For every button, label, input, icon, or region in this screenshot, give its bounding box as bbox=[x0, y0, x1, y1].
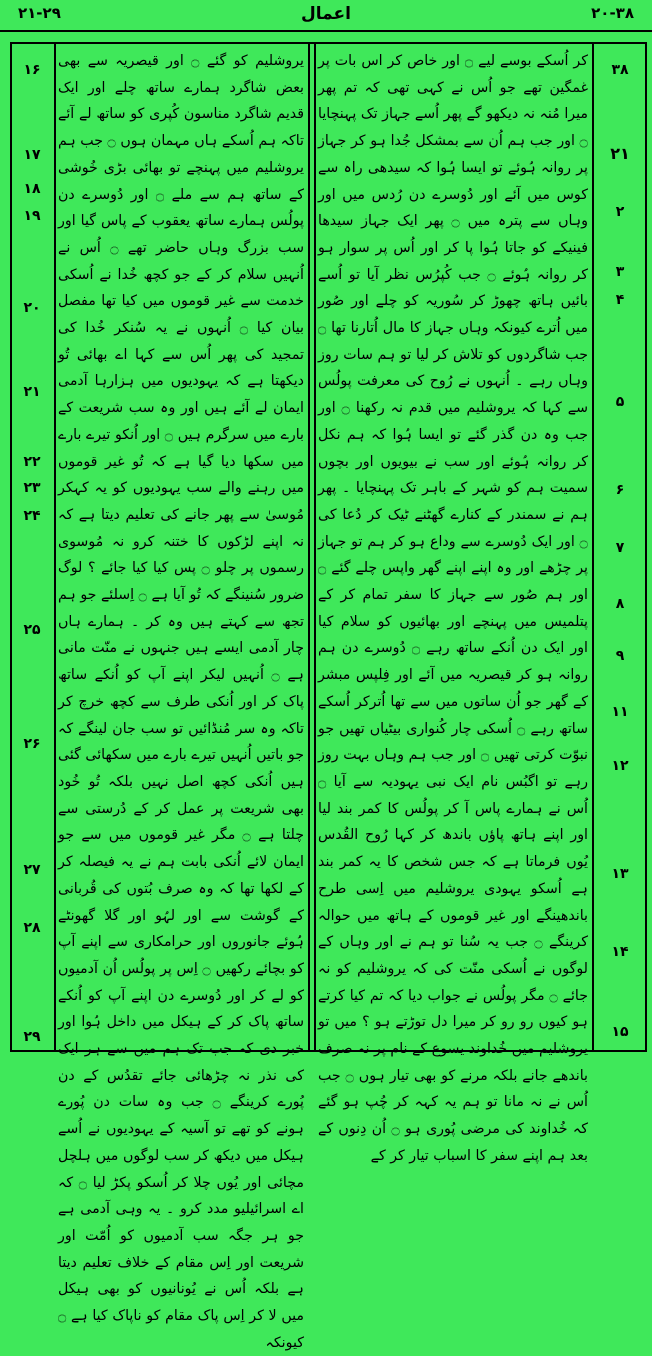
verse-number: ۲۲ bbox=[23, 454, 41, 470]
verse-number: ۱۲ bbox=[611, 758, 629, 774]
center-divider-inner bbox=[314, 44, 316, 1050]
verse-number: ۱۸ bbox=[23, 181, 41, 197]
verse-number: ۲۳ bbox=[23, 480, 41, 496]
page-header bbox=[0, 0, 652, 32]
verse-number: ۵ bbox=[615, 394, 625, 410]
left-verse-numbers bbox=[12, 44, 52, 1050]
verse-number: ۲۴ bbox=[23, 508, 41, 524]
left-text-column bbox=[58, 48, 305, 1351]
right-verse-numbers bbox=[596, 44, 644, 1050]
right-chapter-verse-ref: ۲۰-۳۸ bbox=[591, 4, 634, 22]
verse-number: ۱۴ bbox=[611, 944, 629, 960]
verse-number: ۷ bbox=[615, 540, 625, 556]
verse-number: ۹ bbox=[615, 648, 625, 664]
verse-number: ۱۵ bbox=[611, 1024, 629, 1040]
verse-number: ۲۸ bbox=[23, 920, 41, 936]
verse-number: ۲۵ bbox=[23, 622, 41, 638]
verse-number: ۱۳ bbox=[611, 866, 629, 882]
verse-number: ۳ bbox=[615, 264, 625, 280]
verse-number: ۲۷ bbox=[23, 862, 41, 878]
verse-number: ۴ bbox=[615, 292, 625, 308]
right-column-text: کر اُسکے بوسے لیے ۝ اور خاص کر اس بات پر غمگین تھے جو اُس نے کہی تھی کہ تم پھر میرا مُنہ نہ دیکھو گے پھر اُسے جہاز تک پہنچایا ۝ اور جب ہم اُن سے بمشکل جُدا ہو کر جہاز پر روانہ ہُوئے تو ایسا ہُوا کہ سیدھی راہ سے کوس میں آئے اور دُوسرے دن رُدس میں اور وہاں سے پترہ میں ۝ پھر ایک جہاز سیدھا فینیکے کو جاتا ہُوا پا کر اور اُس پر سوار ہو کر روانہ ہُوئے ۝ جب کُپرُس نظر آیا تو اُسے بائیں ہاتھ چھوڑ کر سُوریہ کو چلے اور صُور میں اُترے کیونکہ وہاں جہاز کا مال اُتارنا تھا ۝ جب شاگردوں کو تلاش کر لیا تو ہم سات روز وہاں رہے ۔ اُنہوں نے رُوح کی معرفت پولُس سے کہا کہ یروشلیم میں قدم نہ رکھنا ۝ اور جب وہ دن گذر گئے تو ایسا ہُوا کہ ہم نکل کر روانہ ہُوئے اور سب نے بیویوں اور بچوں سمیت ہم کو شہر کے باہر تک پہنچایا ۔ پھر ہم نے سمندر کے کنارے گھٹنے ٹیک کر دُعا کی ۝ اور ایک دُوسرے سے وداع ہو کر ہم تو جہاز پر چڑھے اور وہ اپنے اپنے گھر واپس چلے گئے ۝ اور ہم صُور سے جہاز کا سفر تمام کر کے پتلمیس میں پہنچے اور بھائیوں کو سلام کیا اور ایک دن اُنکے ساتھ رہے ۝ دُوسرے دن ہم روانہ ہو کر قیصریہ میں آئے اور فِلپس مبشر کے گھر جو اُن ساتوں میں سے تھا اُترکر اُسکے ساتھ رہے ۝ اُسکی چار کُنواری بیٹیاں تھیں جو نبوّت کرتی تھیں ۝ اور جب ہم وہاں بہت روز رہے تو اگبُس نام ایک نبی یہودیہ سے آیا ۝ اُس نے ہمارے پاس آ کر پولُس کا کمر بند لیا اور اپنے ہاتھ پاؤں باندھ کر کہا رُوح القُدس یُوں فرماتا ہے کہ جس شخص کا یہ کمر بند ہے اُسکو یہودی یروشلیم میں اِسی طرح باندھینگے اور غیر قوموں کے ہاتھ میں حوالہ کرینگے ۝ جب یہ سُنا تو ہم نے اور وہاں کے لوگوں نے اُسکی منّت کی کہ یروشلیم کو نہ جائے ۝ مگر پولُس نے جواب دیا کہ تم کیا کرتے ہو کیوں رو رو کر میرا دل توڑتے ہو ؟ میں تو یروشلیم میں خُداوند یسوع کے نام پر نہ صرف باندھے جانے بلکہ مرنے کو بھی تیار ہوں ۝ جب اُس نے نہ مانا تو ہم یہ کہہ کر چُپ ہو گئے کہ خُداوند کی مرضی پُوری ہو ۝ اُن دِنوں کے بعد ہم اپنے سفر کا اسباب تیار کر کے bbox=[318, 53, 589, 1164]
verse-number: ۱۶ bbox=[23, 62, 41, 78]
right-text-column bbox=[318, 48, 589, 1164]
verse-number: ۱۹ bbox=[23, 208, 41, 224]
verse-number: ۲۰ bbox=[23, 300, 41, 316]
book-title: اعمال bbox=[301, 4, 351, 24]
left-chapter-verse-ref: ۲۱-۲۹ bbox=[18, 4, 61, 22]
verse-number: ۱۷ bbox=[23, 147, 41, 163]
left-column-text: یروشلیم کو گئے ۝ اور قیصریہ سے بھی بعض شاگرد ہمارے ساتھ چلے اور ایک قدیم شاگرد مناسون کُپری کو ساتھ لے آئے تاکہ ہم اُسکے ہاں مہمان ہوں ۝ جب ہم یروشلیم میں پہنچے تو بھائی بڑی خُوشی کے ساتھ ہم سے ملے ۝ اور دُوسرے دن پولُس ہمارے ساتھ یعقوب کے پاس گیا اور سب بزرگ وہاں حاضر تھے ۝ اُس نے اُنہیں سلام کر کے جو کچھ خُدا نے اُسکی خدمت سے غیر قوموں میں کیا تھا مفصل بیان کیا ۝ اُنہوں نے یہ سُنکر خُدا کی تمجید کی پھر اُس سے کہا اے بھائی تُو دیکھتا ہے کہ یہودیوں میں ہزارہا آدمی ایمان لے آئے ہیں اور وہ سب شریعت کے بارے میں سرگرم ہیں ۝ اور اُنکو تیرے بارے میں سکھا دیا گیا ہے کہ تُو غیر قوموں میں رہنے والے سب یہودیوں کو یہ کہکر مُوسیٰ سے پھر جانے کی تعلیم دیتا ہے کہ نہ اپنے لڑکوں کا ختنہ کرو نہ مُوسوی رسموں پر چلو ۝ پس کیا کیا جائے ؟ لوگ ضرور سُنینگے کہ تُو آیا ہے ۝ اِسلئے جو ہم تجھ سے کہتے ہیں وہ کر ۔ ہمارے ہاں چار آدمی ایسے ہیں جنہوں نے منّت مانی ہے ۝ اُنہیں لیکر اپنے آپ کو اُنکے ساتھ پاک کر اور اُنکی طرف سے کچھ خرچ کر تاکہ وہ سر مُنڈائیں تو سب جان لینگے کہ جو باتیں اُنہیں تیرے بارے میں سکھائی گئی ہیں اُنکی کچھ اصل نہیں بلکہ تُو خُود بھی شریعت پر عمل کر کے دُرستی سے چلتا ہے ۝ مگر غیر قوموں میں سے جو ایمان لائے اُنکی بابت ہم نے یہ فیصلہ کر کے لکھا تھا کہ وہ صرف بُتوں کی قُربانی کے گوشت سے اور لہُو اور گلا گھونٹے ہُوئے جانوروں اور حرامکاری سے اپنے آپ کو بچائے رکھیں ۝ اِس پر پولُس اُن آدمیوں کو لے کر اور دُوسرے دن اپنے آپ کو اُنکے ساتھ پاک کر کے ہیکل میں داخل ہُوا اور خبر دی کہ جب تک ہم میں سے ہر ایک کی نذر نہ چڑھائی جائے تقدُس کے دن پُورے کرینگے ۝ جب وہ سات دن پُورے ہونے کو تھے تو آسیہ کے یہودیوں نے اُسے ہیکل میں دیکھ کر سب لوگوں میں ہلچل مچائی اور یُوں چلا کر اُسکو پکڑ لیا ۝ کہ اے اسرائیلیو مدد کرو ۔ یہ وہی آدمی ہے جو ہر جگہ سب آدمیوں کو اُمّت اور شریعت اور اِس مقام کے خلاف تعلیم دیتا ہے بلکہ اُس نے یُونانیوں کو بھی ہیکل میں لا کر اِس پاک مقام کو ناپاک کیا ہے ۝ کیونکہ bbox=[58, 53, 305, 1351]
text-frame bbox=[10, 42, 647, 1351]
verse-number: ۲ bbox=[615, 204, 625, 220]
verse-number: ۳۸ bbox=[611, 62, 629, 78]
verse-number: ۸ bbox=[615, 596, 625, 612]
center-divider bbox=[308, 44, 310, 1050]
left-gutter-divider bbox=[54, 44, 56, 1050]
chapter-mark: ۲۱ bbox=[610, 144, 630, 163]
right-gutter-divider bbox=[592, 44, 594, 1050]
verse-number: ۱۱ bbox=[611, 704, 629, 720]
verse-number: ۲۶ bbox=[23, 736, 41, 752]
verse-number: ۲۱ bbox=[23, 384, 41, 400]
verse-number: ۶ bbox=[615, 482, 625, 498]
verse-number: ۲۹ bbox=[23, 1029, 41, 1045]
